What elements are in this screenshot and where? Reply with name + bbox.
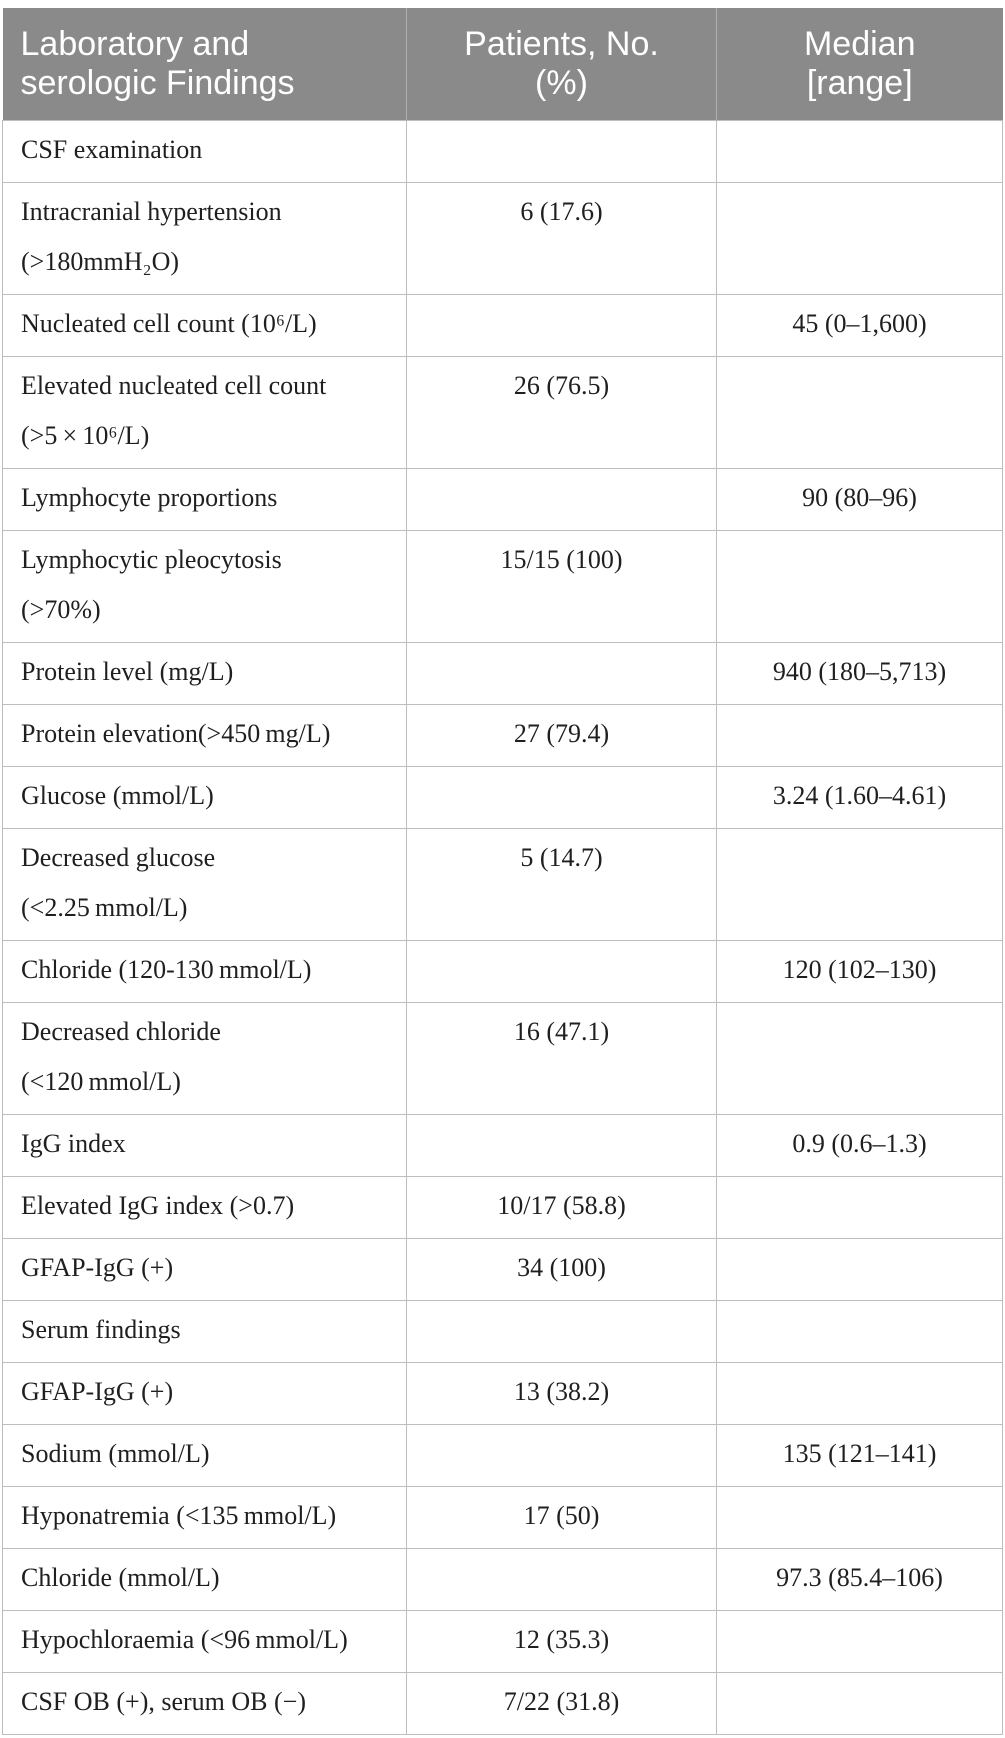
row-label: Lymphocytic pleocytosis (>70%) [3,531,407,643]
table-row [3,1611,1003,1673]
row-patients: 17 (50) [407,1487,717,1549]
row-median: 120 (102–130) [717,941,1003,1003]
row-median [717,829,1003,941]
table-row [3,1549,1003,1611]
row-patients [407,941,717,1003]
row-patients [407,1549,717,1611]
row-median [717,531,1003,643]
row-label: Protein elevation(>450 mg/L) [3,705,407,767]
table-row [3,941,1003,1003]
row-patients [407,643,717,705]
header-patients: Patients, No. (%) [407,8,717,121]
row-patients: 27 (79.4) [407,705,717,767]
row-patients: 6 (17.6) [407,183,717,295]
row-median [717,1177,1003,1239]
row-median [717,1673,1003,1735]
table-row [3,1177,1003,1239]
row-patients: 15/15 (100) [407,531,717,643]
table-body [3,121,1003,1735]
row-label: Lymphocyte proportions [3,469,407,531]
table-row [3,1487,1003,1549]
row-label: GFAP-IgG (+) [3,1363,407,1425]
row-median [717,705,1003,767]
row-median: 45 (0–1,600) [717,295,1003,357]
table-row [3,767,1003,829]
row-median [717,357,1003,469]
row-label: Elevated nucleated cell count (>5 × 10⁶/L) [3,357,407,469]
row-label: GFAP-IgG (+) [3,1239,407,1301]
row-label: Hypochloraemia (<96 mmol/L) [3,1611,407,1673]
row-label: Glucose (mmol/L) [3,767,407,829]
row-label: Chloride (mmol/L) [3,1549,407,1611]
table-row [3,183,1003,295]
row-median: 3.24 (1.60–4.61) [717,767,1003,829]
row-median: 135 (121–141) [717,1425,1003,1487]
row-label: Sodium (mmol/L) [3,1425,407,1487]
table-row [3,643,1003,705]
row-label: Protein level (mg/L) [3,643,407,705]
row-patients: 13 (38.2) [407,1363,717,1425]
header-median: Median [range] [717,8,1003,121]
table-row [3,1003,1003,1115]
row-patients [407,1301,717,1363]
row-median: 940 (180–5,713) [717,643,1003,705]
row-patients: 10/17 (58.8) [407,1177,717,1239]
row-patients: 16 (47.1) [407,1003,717,1115]
header-findings: Laboratory and serologic Findings [3,8,407,121]
row-label: Chloride (120-130 mmol/L) [3,941,407,1003]
row-patients [407,469,717,531]
row-label: CSF examination [3,121,407,183]
row-label: Intracranial hypertension (>180mmH₂O) [3,183,407,295]
table-row [3,531,1003,643]
row-label: Elevated IgG index (>0.7) [3,1177,407,1239]
row-label: CSF OB (+), serum OB (−) [3,1673,407,1735]
lab-findings-table [2,8,1003,1735]
row-median: 97.3 (85.4–106) [717,1549,1003,1611]
row-patients: 12 (35.3) [407,1611,717,1673]
table-row [3,1673,1003,1735]
row-patients: 5 (14.7) [407,829,717,941]
table-row [3,357,1003,469]
row-median [717,121,1003,183]
table-row [3,1363,1003,1425]
row-patients [407,121,717,183]
row-patients [407,295,717,357]
row-label: Hyponatremia (<135 mmol/L) [3,1487,407,1549]
row-median [717,1611,1003,1673]
row-label: Serum findings [3,1301,407,1363]
row-median [717,1003,1003,1115]
table-row [3,469,1003,531]
row-label: IgG index [3,1115,407,1177]
table-row [3,1425,1003,1487]
table-row [3,1301,1003,1363]
table-row [3,1115,1003,1177]
row-median [717,1487,1003,1549]
row-patients: 34 (100) [407,1239,717,1301]
table-row [3,295,1003,357]
row-median [717,183,1003,295]
row-median: 90 (80–96) [717,469,1003,531]
row-patients [407,1425,717,1487]
row-median [717,1363,1003,1425]
row-median [717,1239,1003,1301]
row-median: 0.9 (0.6–1.3) [717,1115,1003,1177]
row-patients: 7/22 (31.8) [407,1673,717,1735]
table-row [3,829,1003,941]
row-label: Decreased glucose (<2.25 mmol/L) [3,829,407,941]
row-patients [407,767,717,829]
table-row [3,121,1003,183]
row-label: Decreased chloride (<120 mmol/L) [3,1003,407,1115]
row-label: Nucleated cell count (10⁶/L) [3,295,407,357]
row-patients [407,1115,717,1177]
table-row [3,705,1003,767]
row-patients: 26 (76.5) [407,357,717,469]
table-row [3,1239,1003,1301]
row-median [717,1301,1003,1363]
table-header [3,8,1003,121]
